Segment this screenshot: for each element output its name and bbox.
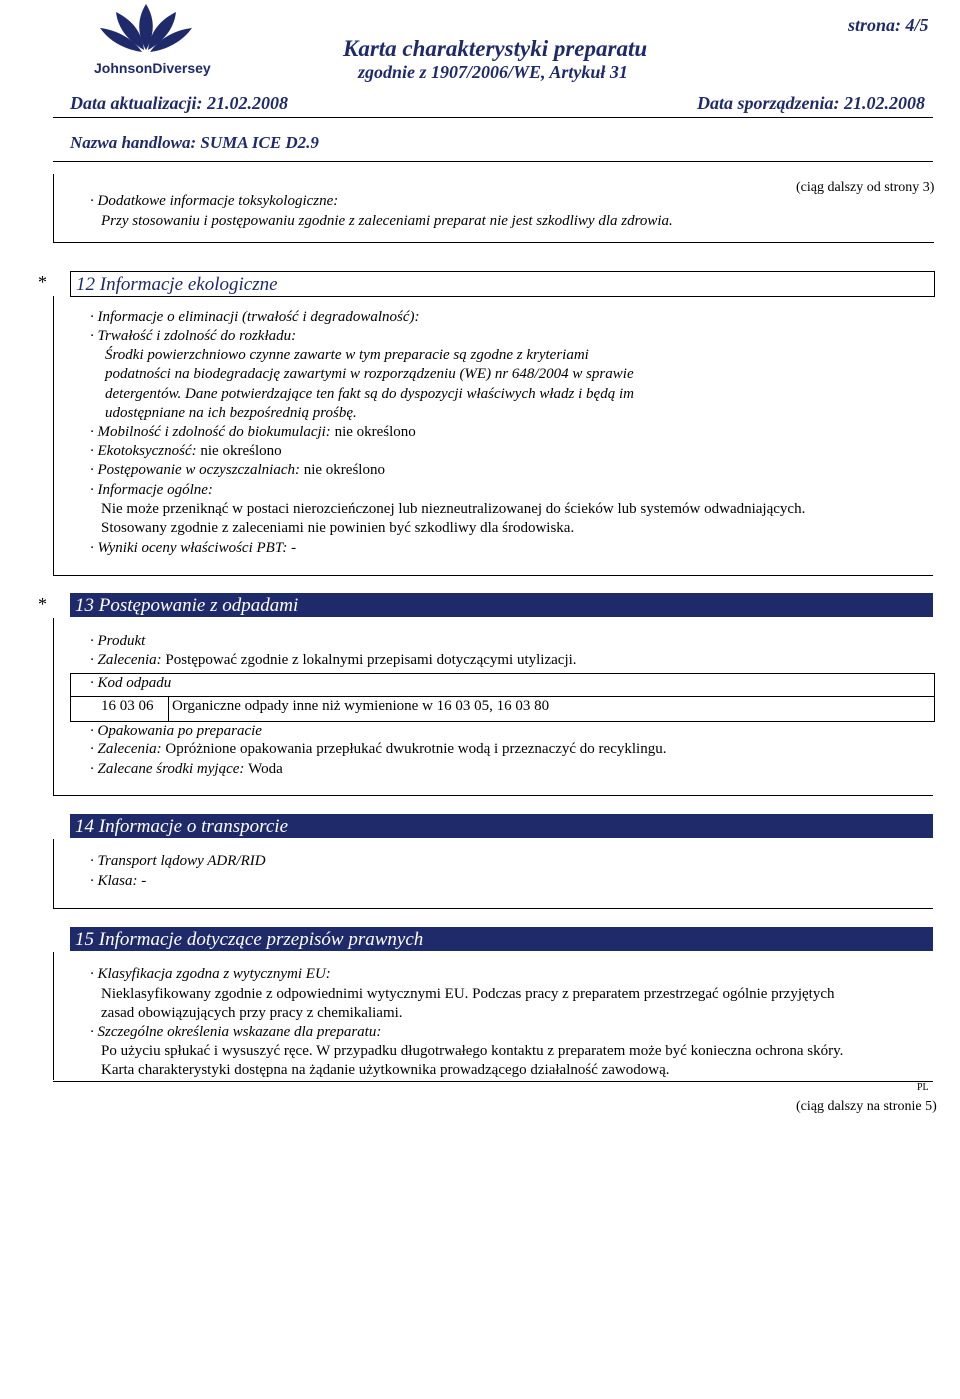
leaf-logo-icon <box>86 2 206 54</box>
header-divider <box>53 117 933 118</box>
pbt-row <box>90 540 296 557</box>
mobility-row <box>90 424 416 441</box>
sewage-value: nie określono <box>303 462 385 478</box>
tox-text: Przy stosowaniu i postępowaniu zgodnie z zaleceniami preparat nie jest szkodliwy dla zdrowia. <box>101 213 673 229</box>
section-15-title: 15 Informacje dotyczące przepisów prawnych <box>75 929 424 950</box>
eu-classification-line-2: zasad obowiązujących przy pracy z chemikaliami. <box>101 1005 403 1021</box>
ecotox-value: nie określono <box>200 443 282 459</box>
section-14-title: 14 Informacje o transporcie <box>75 816 289 837</box>
section-13-bottom <box>53 795 933 796</box>
recommendation-label: · Zalecenia: <box>90 652 162 668</box>
waste-code-description: Organiczne odpady inne niż wymienione w 16 03 05, 16 03 80 <box>172 698 550 714</box>
cleaning-value: Woda <box>248 761 283 777</box>
section-13-rule <box>53 618 54 796</box>
class-row <box>90 873 146 890</box>
persistence-line-1: Środki powierzchniowo czynne zawarte w tym preparacie są zgodne z kryteriami <box>105 347 589 363</box>
special-label: · Szczególne określenia wskazane dla preparatu: <box>90 1024 382 1040</box>
section-14-header <box>70 814 933 838</box>
packaging-rec-row <box>90 741 666 758</box>
cleaning-label: · Zalecane środki myjące: <box>90 761 245 777</box>
section-14-bottom <box>53 908 933 909</box>
document-title: Karta charakterystyki preparatu <box>343 36 648 61</box>
section-15-header <box>70 927 933 951</box>
class-value: - <box>141 873 147 889</box>
continued-to: (ciąg dalszy na stronie 5) <box>796 1099 937 1114</box>
waste-code-table-divider <box>70 696 934 697</box>
general-info-line-2: Stosowany zgodnie z zaleceniami nie powinien być szkodliwy dla środowiska. <box>101 520 575 536</box>
trade-name: Nazwa handlowa: SUMA ICE D2.9 <box>70 133 319 152</box>
class-label: · Klasa: <box>90 873 138 889</box>
section-12-star: * <box>38 272 47 292</box>
section-13-star: * <box>38 594 47 614</box>
persistence-label: · Trwałość i zdolność do rozkładu: <box>90 328 297 344</box>
brand-name: JohnsonDiversey <box>94 60 211 76</box>
waste-code-col-divider <box>168 697 169 721</box>
recommendation-value: Postępować zgodnie z lokalnymi przepisami dotyczącymi utylizacji. <box>165 652 577 668</box>
general-info-line-1: Nie może przeniknąć w postaci nierozcieńczonej lub niezneutralizowanej do ścieków lub systemów odwadniających. <box>101 501 806 517</box>
section-12-title: 12 Informacje ekologiczne <box>76 274 278 295</box>
tox-label: · Dodatkowe informacje toksykologiczne: <box>90 193 339 209</box>
document-subtitle: zgodnie z 1907/2006/WE, Artykuł 31 <box>358 62 628 82</box>
sewage-row <box>90 462 385 479</box>
cleaning-row <box>90 761 283 778</box>
ecotox-label: · Ekotoksyczność: <box>90 443 197 459</box>
page-number: strona: 4/5 <box>848 15 929 35</box>
packaging-rec-label: · Zalecenia: <box>90 741 162 757</box>
pbt-value: - <box>291 540 297 556</box>
special-line-1: Po użyciu spłukać i wysuszyć ręce. W przypadku długotrwałego kontaktu z preparatem może być konieczna ochrona skóry. <box>101 1043 844 1059</box>
elimination-label: · Informacje o eliminacji (trwałość i degradowalność): <box>90 309 420 325</box>
language-code: PL <box>917 1082 929 1093</box>
mobility-value: nie określono <box>334 424 416 440</box>
section-12-bottom <box>53 575 933 576</box>
recommendation-row <box>90 652 577 669</box>
waste-code: 16 03 06 <box>101 698 154 714</box>
continued-from: (ciąg dalszy od strony 3) <box>796 180 935 195</box>
section-13-title: 13 Postępowanie z odpadami <box>75 595 299 616</box>
section-14-rule <box>53 839 54 909</box>
persistence-line-2: podatności na biodegradację zawartymi w rozporządzeniu (WE) nr 648/2004 w sprawie <box>105 366 634 382</box>
general-info-label: · Informacje ogólne: <box>90 482 213 498</box>
waste-code-label: · Kod odpadu <box>90 675 172 691</box>
product-label: · Produkt <box>90 633 146 649</box>
persistence-line-3: detergentów. Dane potwierdzające ten fakt są do dyspozycji właściwych władz i będą im <box>105 386 634 402</box>
trade-name-divider <box>53 161 933 162</box>
section-15-rule <box>53 952 54 1080</box>
section-12-header <box>70 271 935 297</box>
section-15-bottom <box>53 1081 933 1082</box>
land-transport-label: · Transport lądowy ADR/RID <box>90 853 266 869</box>
packaging-label: · Opakowania po preparacie <box>90 723 262 739</box>
update-date: Data aktualizacji: 21.02.2008 <box>70 93 289 113</box>
creation-date: Data sporządzenia: 21.02.2008 <box>697 93 926 113</box>
ecotox-row <box>90 443 282 460</box>
company-logo <box>86 2 211 78</box>
eu-classification-label: · Klasyfikacja zgodna z wytycznymi EU: <box>90 966 331 982</box>
eu-classification-line-1: Nieklasyfikowany zgodnie z odpowiednimi wytycznymi EU. Podczas pracy z preparatem przestrzegać ogólnie przyjętych <box>101 986 835 1002</box>
sewage-label: · Postępowanie w oczyszczalniach: <box>90 462 300 478</box>
mobility-label: · Mobilność i zdolność do biokumulacji: <box>90 424 331 440</box>
section-12-rule <box>53 296 54 576</box>
pbt-label: · Wyniki oceny właściwości PBT: <box>90 540 288 556</box>
persistence-line-4: udostępniane na ich bezpośrednią prośbę. <box>105 405 357 421</box>
section-13-header <box>70 593 933 617</box>
packaging-rec-value: Opróżnione opakowania przepłukać dwukrotnie wodą i przeznaczyć do recyklingu. <box>165 741 667 757</box>
special-line-2: Karta charakterystyki dostępna na żądanie użytkownika prowadzącego działalność zawodową. <box>101 1062 670 1078</box>
